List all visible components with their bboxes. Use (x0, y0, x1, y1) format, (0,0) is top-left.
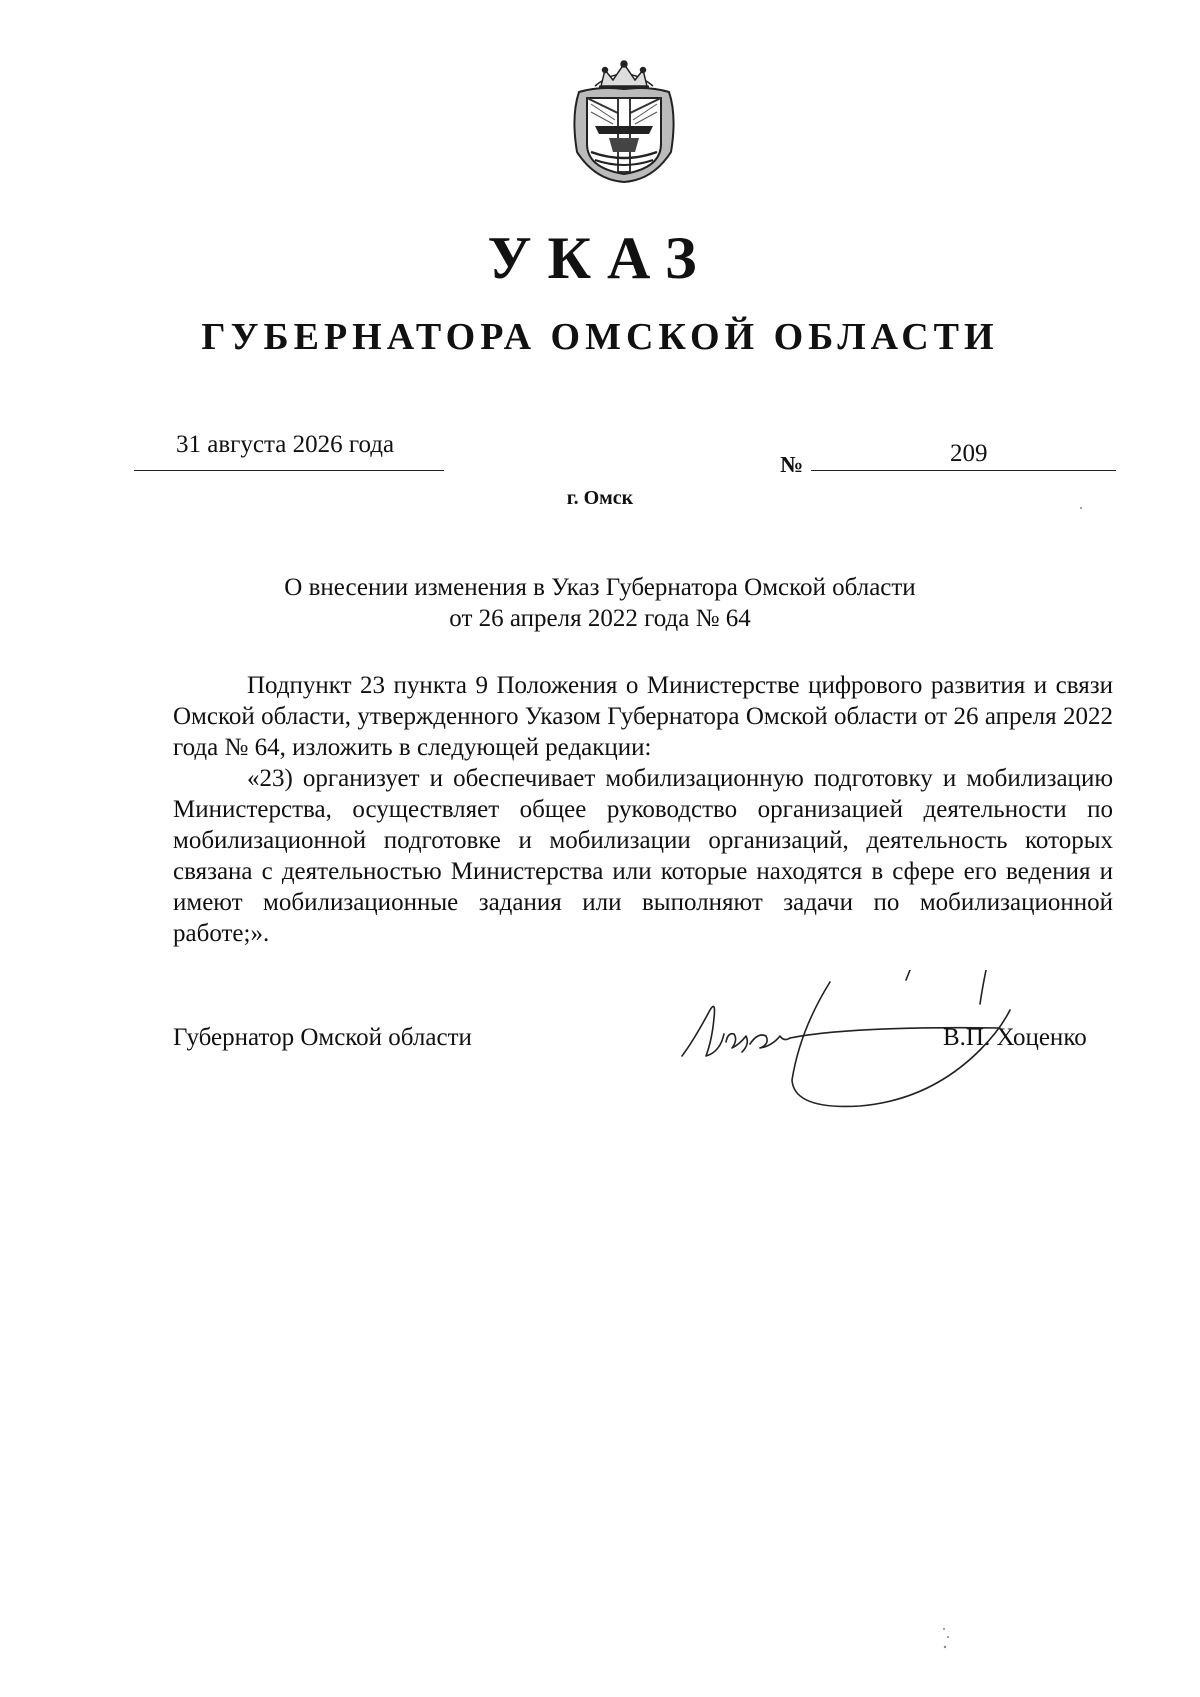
body-paragraph-1: Подпункт 23 пункта 9 Положения о Министерстве цифрового развития и связи Омской области, утвержденного Указом Губернатора Омской области от 26 апреля 2022 года № 64, изложить в следующей редакции: (173, 672, 1113, 761)
scan-speck (1078, 498, 1086, 504)
body-paragraph-2: «23) организует и обеспечивает мобилизационную подготовку и мобилизацию Министерства, осуществляет общее руководство организацией деятельности по мобилизационной подготовке и мобилизации организаций, деятельность которых связана с деятельностью Министерства или которые находятся в сфере его ведения и имеют мобилизационные задания или выполняют задачи по мобилизационной работе;». (173, 765, 1113, 947)
document-number: 209 (950, 440, 988, 467)
signatory-role: Губернатор Омской области (173, 1024, 472, 1051)
scan-specks (940, 1625, 954, 1655)
document-heading (0, 572, 1200, 634)
document-date: 31 августа 2026 года (176, 431, 395, 458)
handwritten-signature (680, 970, 1100, 1130)
document-body (173, 670, 1113, 949)
heading-line-2: от 26 апреля 2022 года № 64 (449, 605, 751, 632)
document-city: г. Омск (566, 487, 634, 509)
document-subtitle: ГУБЕРНАТОРА ОМСКОЙ ОБЛАСТИ (201, 316, 999, 358)
coat-of-arms-icon (565, 56, 683, 184)
number-sign: № (780, 452, 804, 477)
date-underline (134, 470, 444, 471)
number-underline (811, 470, 1116, 471)
heading-line-1: О внесении изменения в Указ Губернатора Омской области (284, 574, 916, 601)
document-title: УКАЗ (487, 225, 713, 291)
signatory-name: В.П. Хоценко (943, 1024, 1087, 1051)
